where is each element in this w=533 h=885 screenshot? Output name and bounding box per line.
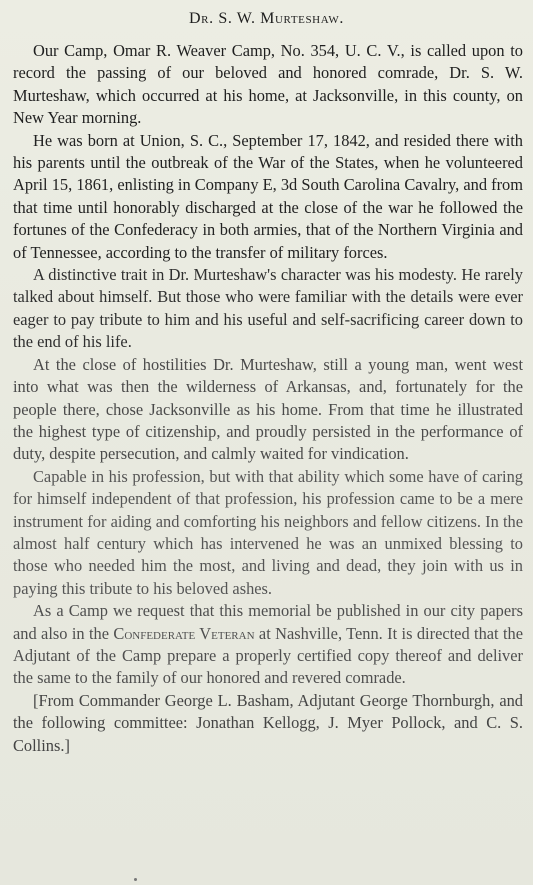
- publication-request-text-end: at Nashville, Tenn. It is directed that the Adjutant of the Camp prepare a properly certified copy thereof and deliver the same to the family of our honored and revered comrade.: [13, 623, 524, 688]
- print-speck: [134, 878, 137, 881]
- paragraph-biography: He was born at Union, S. C., September 17, 1842, and resided there with his parents until the outbreak of the War of the States, when he volunteered April 15, 1861, enlisting in Company E, 3d South Carolina Cavalry, and from that time until honorably discharged at the close of the war he followed the fortunes of the Confederacy in both armies, that of the Northern Virginia and of Tennessee, according to the transfer of military forces.: [13, 130, 523, 262]
- paragraph-committee-attribution: [From Commander George L. Basham, Adjutant George Thornburgh, and the following committee: Jonathan Kellogg, J. Myer Pollock, and C. S. Collins.]: [13, 690, 523, 755]
- publication-request-text: As a Camp we request that this memorial be published in our city papers and also in the: [13, 601, 523, 643]
- paragraph-character: A distinctive trait in Dr. Murteshaw's character was his modesty. He rarely talked about himself. But those who were familiar with the details were ever eager to pay tribute to him and his useful and self-sacrificing career down to the end of his life.: [13, 265, 523, 352]
- heading-surname: Murteshaw.: [260, 10, 344, 27]
- memorial-article: [13, 40, 523, 757]
- paragraph-publication-request: [13, 600, 523, 690]
- article-heading: [0, 10, 533, 28]
- paragraph-camp-announcement: Our Camp, Omar R. Weaver Camp, No. 354, U. C. V., is called upon to record the passing of our beloved and honored comrade, Dr. S. W. Murteshaw, which occurred at his home, at Jacksonville, in this county, on New Year morning.: [13, 41, 523, 128]
- heading-name-initials: Dr. S. W.: [189, 10, 261, 27]
- paragraph-profession: Capable in his profession, but with that ability which some have of caring for himself independent of that profession, his profession came to be a mere instrument for aiding and comforting his neighbors and fellow citizens. In the almost half century which has intervened he was an unmixed blessing to those who needed him the most, and living and dead, they join with us in paying this tribute to his beloved ashes.: [13, 466, 523, 598]
- paragraph-arkansas: At the close of hostilities Dr. Murteshaw, still a young man, went west into what was then the wilderness of Arkansas, and, fortunately for the people there, chose Jacksonville as his home. From that time he illustrated the highest type of citizenship, and proudly persisted in the performance of duty, despite persecution, and calmly waited for vindication.: [13, 354, 523, 464]
- publication-name: Confederate Veteran: [113, 623, 255, 643]
